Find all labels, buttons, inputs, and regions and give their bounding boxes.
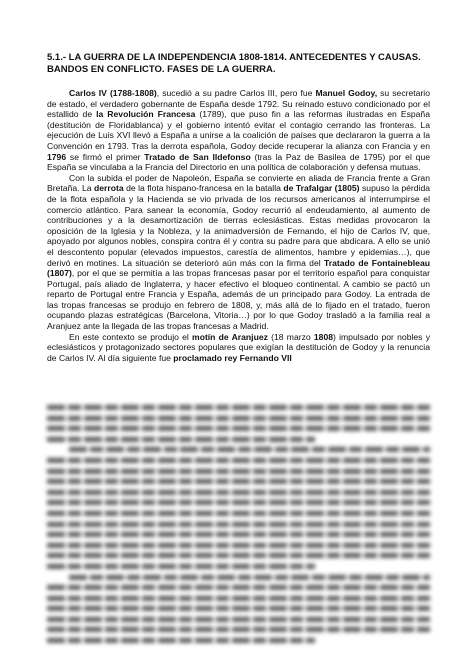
section-title: 5.1.- LA GUERRA DE LA INDEPENDENCIA 1808-1814. ANTECEDENTES Y CAUSAS. BANDOS EN CONFLICTO. FASES DE LA GUERRA. bbox=[47, 52, 421, 75]
bold-term: 1808 bbox=[313, 331, 334, 342]
blurred-line bbox=[47, 627, 430, 632]
blurred-preview-content bbox=[47, 402, 430, 652]
document-body bbox=[47, 88, 430, 363]
bold-term: de Trafalgar (1805) bbox=[283, 183, 360, 194]
blurred-line bbox=[47, 511, 430, 516]
blurred-line bbox=[47, 585, 430, 590]
bold-term: proclamado rey Fernando VII bbox=[173, 352, 292, 363]
bold-term: Tratado de San Ildefonso bbox=[144, 151, 251, 162]
blurred-line bbox=[47, 596, 430, 601]
blurred-line bbox=[47, 468, 430, 473]
blurred-line bbox=[47, 437, 315, 442]
bold-term: motín de Aranjuez bbox=[192, 331, 268, 342]
bold-term: Manuel Godoy, bbox=[315, 88, 378, 98]
blurred-line bbox=[47, 617, 430, 622]
blurred-line bbox=[47, 500, 430, 505]
bold-term: 1796 bbox=[47, 151, 67, 162]
blurred-line bbox=[47, 606, 430, 611]
blurred-line bbox=[47, 521, 430, 526]
blurred-line bbox=[47, 564, 315, 569]
blurred-line bbox=[47, 543, 430, 548]
bold-term: derrota bbox=[94, 183, 124, 194]
blurred-line bbox=[47, 458, 430, 463]
blurred-line bbox=[47, 426, 430, 431]
bold-term: Tratado de Fontainebleau (1807) bbox=[47, 257, 430, 279]
blurred-line bbox=[47, 479, 430, 484]
blurred-line bbox=[47, 532, 430, 537]
paragraph-napoleon: Con la subida el poder de Napoleón, España se convierte en aliada de Francia frente a Gran Bretaña. La derrota de la flota hispano-francesa en la batalla de Trafalgar (1805) supuso la pérdida de la flota española y la Hacienda se vio privada de los recursos americanos al interrumpirse el comercio atlántico. Para sanear la economía, Godoy recurrió al endeudamiento, al aumento de contribuciones y a la desamortización de tierras eclesiásticas. Estas medidas provocaron la oposición de la Iglesia y la Nobleza, y la animadversión de Fernando, el hijo de Carlos IV, que, apoyado por algunos nobles, conspira contra él y contra su padre para que abdicara. A ello se unió el descontento popular (elevados impuestos, carestía de alimentos, hambre y epidemias…), que derivó en motines. La situación se deterioró aún más con la firma del Tratado de Fontainebleau (1807), por el que se permitía a las tropas francesas pasar por el territorio español para conquistar Portugal, país aliado de Inglaterra, y hacer efectivo el bloqueo continental. A cambio se pactó un reparto de Portugal entre Francia y España, además de un principado para Godoy. La entrada de las tropas francesas se produjo en febrero de 1808, y, más allá de lo fijado en el tratado, fueron ocupando plazas estratégicas (Barcelona, Vitoria…) por lo que Godoy trasladó a la familia real a Aranjuez ante la llegada de las tropas francesas a Madrid. bbox=[47, 172, 431, 332]
blurred-line bbox=[47, 638, 315, 643]
bold-term: la Revolución Francesa bbox=[96, 109, 196, 120]
blurred-line bbox=[69, 447, 430, 452]
blurred-line bbox=[47, 553, 430, 558]
bold-term: Carlos IV (1788-1808) bbox=[69, 88, 157, 98]
blurred-line bbox=[69, 574, 430, 579]
paragraph-aranjuez: En este contexto se produjo el motín de Aranjuez (18 marzo 1808) impulsado por nobles y eclesiásticos y protagonizado sectores populares que exigían la destitución de Godoy y la renuncia de Carlos IV. Al día siguiente fue proclamado rey Fernando VII bbox=[47, 331, 430, 363]
blurred-line bbox=[47, 416, 430, 421]
blurred-line bbox=[47, 490, 430, 495]
blurred-line bbox=[47, 405, 430, 410]
paragraph-carlos-iv: Carlos IV (1788-1808), sucedió a su padre Carlos III, pero fue Manuel Godoy, su secretario de estado, el verdadero gobernante de España desde 1792. Su reinado estuvo condicionado por el estallido de la Revolución Francesa (1789), que puso fin a las reformas ilustradas en España (destitución de Floridablanca) y el gobierno intentó evitar el contagio cerrando las fronteras. La ejecución de Luis XVI llevó a España a unirse a la coalición de países que declararon la guerra a la Convención en 1793. Tras la derrota española, Godoy decide recuperar la alianza con Francia y en 1796 se firmó el primer Tratado de San Ildefonso (tras la Paz de Basilea de 1795) por el que España se vinculaba a la Francia del Directorio en una política de colaboración y defensa mutuas. bbox=[47, 88, 430, 173]
